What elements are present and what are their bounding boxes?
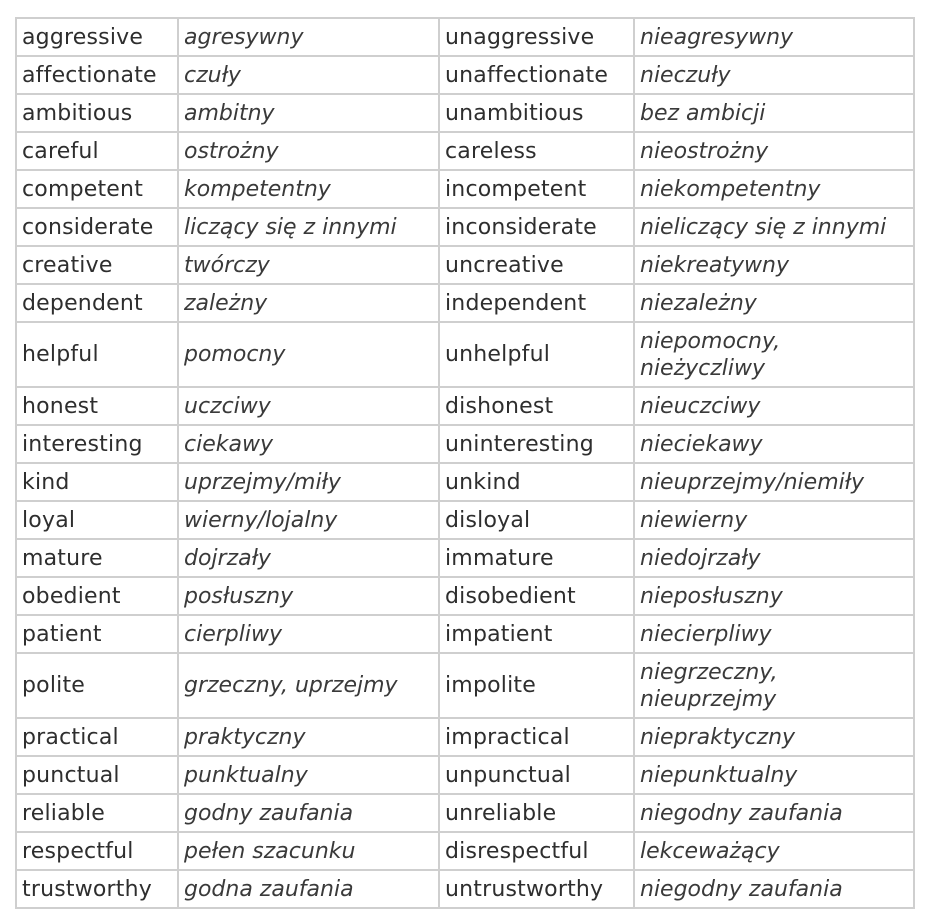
polish-opposite: nieposłuszny (634, 577, 914, 615)
table-row (16, 208, 914, 246)
english-opposite: unaggressive (439, 18, 634, 56)
english-opposite: unaffectionate (439, 56, 634, 94)
english-opposite: unhelpful (439, 322, 634, 387)
english-opposite: immature (439, 539, 634, 577)
english-opposite: unkind (439, 463, 634, 501)
vocabulary-table (15, 17, 915, 909)
english-opposite: uninteresting (439, 425, 634, 463)
table-row (16, 756, 914, 794)
polish-opposite: niegrzeczny, nieuprzejmy (634, 653, 914, 718)
english-opposite: disobedient (439, 577, 634, 615)
english-opposite: incompetent (439, 170, 634, 208)
english-opposite: dishonest (439, 387, 634, 425)
polish-translation: czuły (178, 56, 439, 94)
polish-translation: kompetentny (178, 170, 439, 208)
polish-translation: praktyczny (178, 718, 439, 756)
polish-opposite: nieliczący się z innymi (634, 208, 914, 246)
english-adjective: considerate (16, 208, 178, 246)
english-adjective: respectful (16, 832, 178, 870)
polish-translation: punktualny (178, 756, 439, 794)
polish-opposite: nieciekawy (634, 425, 914, 463)
polish-opposite: nieuprzejmy/niemiły (634, 463, 914, 501)
polish-opposite: niegodny zaufania (634, 794, 914, 832)
english-adjective: patient (16, 615, 178, 653)
polish-opposite: nieuczciwy (634, 387, 914, 425)
english-opposite: impatient (439, 615, 634, 653)
english-adjective: competent (16, 170, 178, 208)
english-opposite: independent (439, 284, 634, 322)
polish-translation: dojrzały (178, 539, 439, 577)
english-adjective: aggressive (16, 18, 178, 56)
english-adjective: reliable (16, 794, 178, 832)
english-opposite: unpunctual (439, 756, 634, 794)
table-row (16, 794, 914, 832)
english-opposite: disloyal (439, 501, 634, 539)
polish-opposite: niepunktualny (634, 756, 914, 794)
table-row (16, 577, 914, 615)
english-opposite: impractical (439, 718, 634, 756)
english-adjective: careful (16, 132, 178, 170)
polish-opposite: niepomocny, nieżyczliwy (634, 322, 914, 387)
polish-opposite: lekceważący (634, 832, 914, 870)
table-row (16, 18, 914, 56)
polish-opposite: nieagresywny (634, 18, 914, 56)
table-row (16, 170, 914, 208)
polish-opposite: niedojrzały (634, 539, 914, 577)
polish-translation: grzeczny, uprzejmy (178, 653, 439, 718)
polish-opposite: niecierpliwy (634, 615, 914, 653)
english-adjective: honest (16, 387, 178, 425)
english-opposite: careless (439, 132, 634, 170)
table-row (16, 463, 914, 501)
english-adjective: practical (16, 718, 178, 756)
polish-translation: posłuszny (178, 577, 439, 615)
polish-translation: pełen szacunku (178, 832, 439, 870)
table-row (16, 539, 914, 577)
polish-translation: twórczy (178, 246, 439, 284)
polish-opposite: bez ambicji (634, 94, 914, 132)
english-opposite: unambitious (439, 94, 634, 132)
english-adjective: trustworthy (16, 870, 178, 908)
english-opposite: uncreative (439, 246, 634, 284)
polish-translation: ambitny (178, 94, 439, 132)
english-adjective: punctual (16, 756, 178, 794)
english-adjective: affectionate (16, 56, 178, 94)
polish-translation: agresywny (178, 18, 439, 56)
english-adjective: kind (16, 463, 178, 501)
polish-translation: liczący się z innymi (178, 208, 439, 246)
polish-translation: ciekawy (178, 425, 439, 463)
table-row (16, 132, 914, 170)
table-row (16, 615, 914, 653)
table-row (16, 425, 914, 463)
table-row (16, 718, 914, 756)
polish-translation: wierny/lojalny (178, 501, 439, 539)
polish-opposite: niezależny (634, 284, 914, 322)
polish-translation: cierpliwy (178, 615, 439, 653)
english-adjective: polite (16, 653, 178, 718)
polish-translation: zależny (178, 284, 439, 322)
polish-translation: pomocny (178, 322, 439, 387)
table-row (16, 501, 914, 539)
english-adjective: creative (16, 246, 178, 284)
table-row (16, 653, 914, 718)
table-row (16, 832, 914, 870)
english-opposite: unreliable (439, 794, 634, 832)
english-adjective: helpful (16, 322, 178, 387)
english-adjective: ambitious (16, 94, 178, 132)
polish-opposite: niepraktyczny (634, 718, 914, 756)
polish-translation: uprzejmy/miły (178, 463, 439, 501)
table-row (16, 870, 914, 908)
english-opposite: impolite (439, 653, 634, 718)
polish-opposite: niekreatywny (634, 246, 914, 284)
polish-translation: godna zaufania (178, 870, 439, 908)
polish-translation: uczciwy (178, 387, 439, 425)
polish-opposite: niegodny zaufania (634, 870, 914, 908)
english-adjective: interesting (16, 425, 178, 463)
table-row (16, 246, 914, 284)
table-row (16, 387, 914, 425)
english-adjective: obedient (16, 577, 178, 615)
english-opposite: disrespectful (439, 832, 634, 870)
english-opposite: untrustworthy (439, 870, 634, 908)
polish-translation: ostrożny (178, 132, 439, 170)
english-adjective: mature (16, 539, 178, 577)
table-row (16, 56, 914, 94)
table-row (16, 94, 914, 132)
english-opposite: inconsiderate (439, 208, 634, 246)
table-row (16, 322, 914, 387)
polish-translation: godny zaufania (178, 794, 439, 832)
english-adjective: dependent (16, 284, 178, 322)
polish-opposite: nieczuły (634, 56, 914, 94)
polish-opposite: nieostrożny (634, 132, 914, 170)
table-row (16, 284, 914, 322)
polish-opposite: niekompetentny (634, 170, 914, 208)
polish-opposite: niewierny (634, 501, 914, 539)
english-adjective: loyal (16, 501, 178, 539)
